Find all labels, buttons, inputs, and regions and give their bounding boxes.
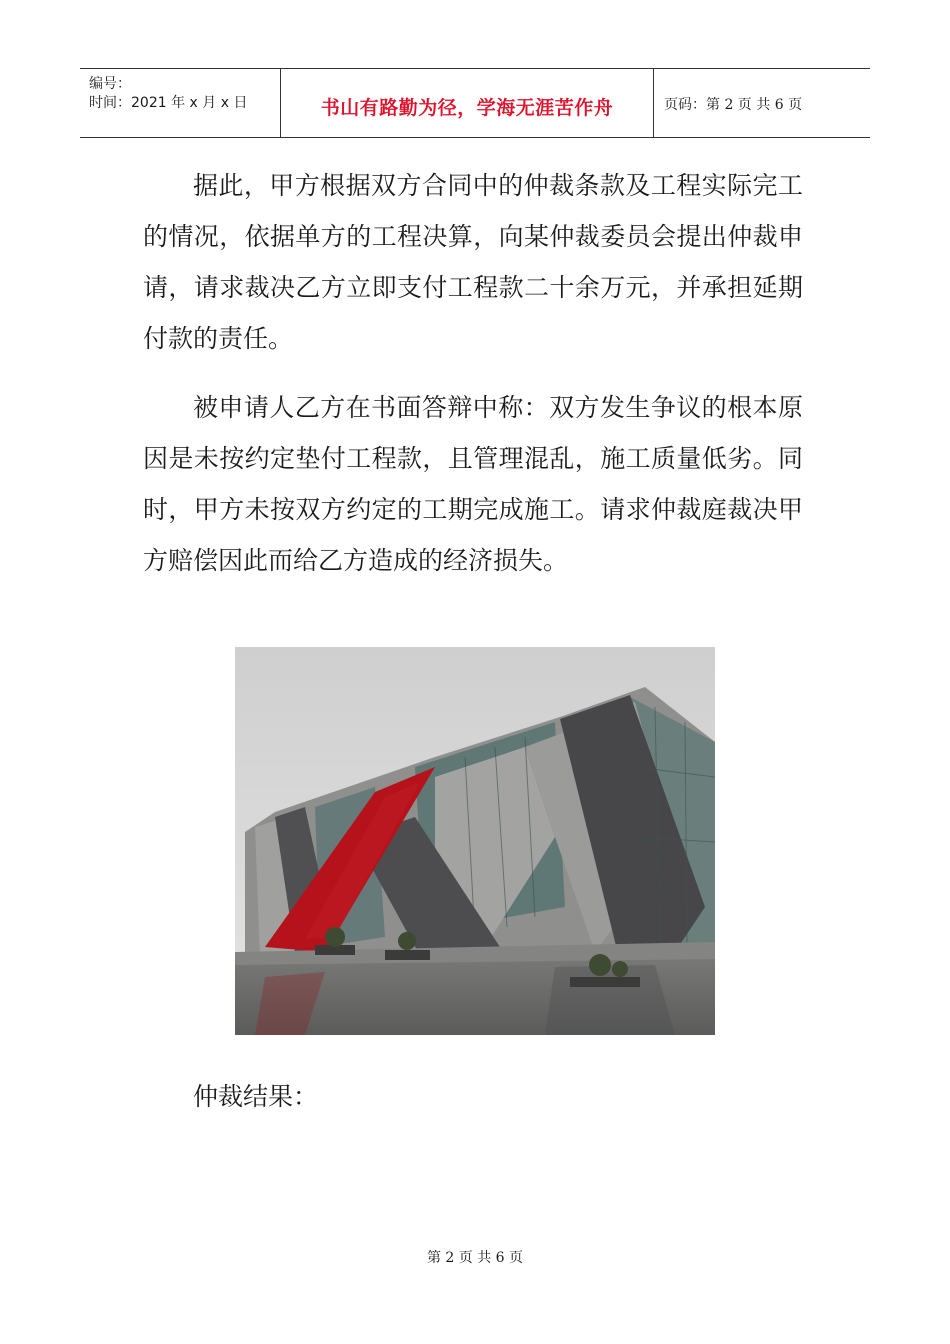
page-header <box>80 68 870 138</box>
header-page-info: 页码：第 2 页 共 6 页 <box>664 97 803 113</box>
paragraph-result-heading: 仲裁结果： <box>193 1082 319 1111</box>
header-motto: 书山有路勤为径，学海无涯苦作舟 <box>320 97 614 119</box>
date-label: 时间：2021 年 x 月 x 日 <box>89 95 248 111</box>
building-photo <box>235 647 715 1035</box>
header-left-cell <box>80 69 281 137</box>
paragraph-claim: 据此，甲方根据双方合同中的仲裁条款及工程实际完工的情况，依据单方的工程决算，向某仲裁委员会提出仲裁申请，请求裁决乙方立即支付工程款二十余万元，并承担延期付款的责任。 <box>143 171 803 353</box>
building-photo-illustration <box>235 647 715 1035</box>
page-footer: 第 2 页 共 6 页 <box>426 1250 524 1266</box>
header-motto-cell <box>281 69 654 137</box>
header-right-cell <box>654 69 870 137</box>
paragraph-defense: 被申请人乙方在书面答辩中称：双方发生争议的根本原因是未按约定垫付工程款，且管理混乱，施工质量低劣。同时，甲方未按双方约定的工期完成施工。请求仲裁庭裁决甲方赔偿因此而给乙方造成的经济损失。 <box>143 393 803 575</box>
number-label: 编号： <box>89 76 131 92</box>
